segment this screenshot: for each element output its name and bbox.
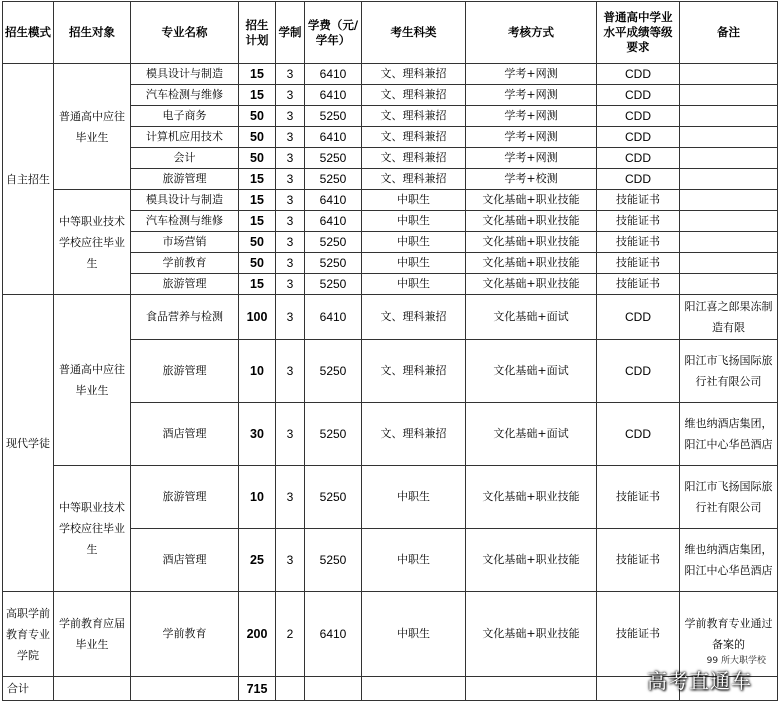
requirement-cell: 技能证书: [597, 274, 680, 295]
major-cell: 酒店管理: [131, 529, 239, 592]
note-cell: 维也纳酒店集团，阳江中心华邑酒店: [680, 529, 778, 592]
subject-cell: 文、理科兼招: [362, 403, 466, 466]
header-note: 备注: [680, 2, 778, 64]
years-cell: 3: [276, 211, 305, 232]
header-target: 招生对象: [54, 2, 131, 64]
major-cell: 模具设计与制造: [131, 64, 239, 85]
note-cell: [680, 274, 778, 295]
subject-cell: 文、理科兼招: [362, 340, 466, 403]
fee-cell: 6410: [305, 295, 362, 340]
subject-cell: 中职生: [362, 232, 466, 253]
enrollment-table: [2, 1, 778, 701]
method-cell: 文化基础+面试: [466, 295, 597, 340]
watermark-text: 高考直通车: [647, 669, 752, 693]
method-cell: 学考+网测: [466, 64, 597, 85]
subject-cell: 文、理科兼招: [362, 85, 466, 106]
note-cell: 维也纳酒店集团，阳江中心华邑酒店: [680, 403, 778, 466]
requirement-cell: CDD: [597, 64, 680, 85]
requirement-cell: CDD: [597, 340, 680, 403]
method-cell: 文化基础+职业技能: [466, 232, 597, 253]
subject-cell: 中职生: [362, 190, 466, 211]
target-cell: 中等职业技术学校应往毕业生: [54, 190, 131, 295]
plan-cell: 10: [239, 340, 276, 403]
total-plan: 715: [239, 677, 276, 701]
watermark-small: 99 所大职学校: [706, 656, 766, 666]
method-cell: 文化基础+职业技能: [466, 190, 597, 211]
mode-cell: 自主招生: [3, 64, 54, 295]
major-cell: 旅游管理: [131, 340, 239, 403]
years-cell: 3: [276, 340, 305, 403]
subject-cell: 文、理科兼招: [362, 64, 466, 85]
plan-cell: 15: [239, 85, 276, 106]
years-cell: 3: [276, 466, 305, 529]
fee-cell: 5250: [305, 169, 362, 190]
major-cell: 旅游管理: [131, 466, 239, 529]
target-cell: 学前教育应届毕业生: [54, 592, 131, 677]
fee-cell: 5250: [305, 106, 362, 127]
requirement-cell: CDD: [597, 127, 680, 148]
years-cell: 3: [276, 106, 305, 127]
major-cell: 计算机应用技术: [131, 127, 239, 148]
fee-cell: 5250: [305, 148, 362, 169]
requirement-cell: 技能证书: [597, 592, 680, 677]
years-cell: 3: [276, 295, 305, 340]
plan-cell: 30: [239, 403, 276, 466]
note-cell: [680, 85, 778, 106]
major-cell: 电子商务: [131, 106, 239, 127]
note-cell: 阳江市飞扬国际旅行社有限公司: [680, 466, 778, 529]
method-cell: 学考+网测: [466, 85, 597, 106]
header-subject: 考生科类: [362, 2, 466, 64]
major-cell: 学前教育: [131, 253, 239, 274]
plan-cell: 15: [239, 64, 276, 85]
note-cell: [680, 253, 778, 274]
major-cell: 市场营销: [131, 232, 239, 253]
years-cell: 3: [276, 232, 305, 253]
plan-cell: 50: [239, 232, 276, 253]
fee-cell: 5250: [305, 232, 362, 253]
years-cell: 3: [276, 85, 305, 106]
header-requirement: 普通高中学业水平成绩等级要求: [597, 2, 680, 64]
plan-cell: 25: [239, 529, 276, 592]
years-cell: 3: [276, 403, 305, 466]
subject-cell: 文、理科兼招: [362, 148, 466, 169]
plan-cell: 50: [239, 106, 276, 127]
major-cell: 旅游管理: [131, 169, 239, 190]
method-cell: 文化基础+职业技能: [466, 211, 597, 232]
note-cell: 阳江市飞扬国际旅行社有限公司: [680, 340, 778, 403]
target-cell: 普通高中应往毕业生: [54, 64, 131, 190]
header-row: [3, 2, 778, 64]
note-cell: [680, 64, 778, 85]
total-label: 合计: [3, 677, 54, 701]
method-cell: 文化基础+职业技能: [466, 274, 597, 295]
major-cell: 酒店管理: [131, 403, 239, 466]
fee-cell: 5250: [305, 253, 362, 274]
years-cell: 3: [276, 529, 305, 592]
major-cell: 学前教育: [131, 592, 239, 677]
header-fee: 学费（元/学年）: [305, 2, 362, 64]
method-cell: 文化基础+面试: [466, 403, 597, 466]
fee-cell: 6410: [305, 211, 362, 232]
target-cell: 普通高中应往毕业生: [54, 295, 131, 466]
years-cell: 3: [276, 274, 305, 295]
header-major: 专业名称: [131, 2, 239, 64]
note-cell: [680, 232, 778, 253]
requirement-cell: 技能证书: [597, 190, 680, 211]
mode-cell: 高职学前教育专业学院: [3, 592, 54, 677]
requirement-cell: CDD: [597, 295, 680, 340]
subject-cell: 文、理科兼招: [362, 127, 466, 148]
years-cell: 3: [276, 253, 305, 274]
major-cell: 食品营养与检测: [131, 295, 239, 340]
subject-cell: 中职生: [362, 529, 466, 592]
years-cell: 3: [276, 169, 305, 190]
requirement-cell: 技能证书: [597, 211, 680, 232]
table-row: [3, 64, 778, 85]
empty-cell: [305, 677, 362, 701]
empty-cell: [276, 677, 305, 701]
note-cell: [680, 148, 778, 169]
method-cell: 学考+网测: [466, 127, 597, 148]
subject-cell: 中职生: [362, 211, 466, 232]
requirement-cell: CDD: [597, 169, 680, 190]
subject-cell: 中职生: [362, 592, 466, 677]
note-cell: [680, 190, 778, 211]
major-cell: 旅游管理: [131, 274, 239, 295]
target-cell: 中等职业技术学校应往毕业生: [54, 466, 131, 592]
empty-cell: [362, 677, 466, 701]
note-cell: 阳江喜之郎果冻制造有限: [680, 295, 778, 340]
fee-cell: 5250: [305, 403, 362, 466]
method-cell: 文化基础+面试: [466, 340, 597, 403]
header-mode: 招生模式: [3, 2, 54, 64]
fee-cell: 6410: [305, 190, 362, 211]
method-cell: 文化基础+职业技能: [466, 253, 597, 274]
table-row: [3, 466, 778, 529]
major-cell: 汽车检测与维修: [131, 211, 239, 232]
requirement-cell: 技能证书: [597, 529, 680, 592]
method-cell: 文化基础+职业技能: [466, 529, 597, 592]
plan-cell: 10: [239, 466, 276, 529]
method-cell: 学考+网测: [466, 148, 597, 169]
method-cell: 学考+网测: [466, 106, 597, 127]
plan-cell: 50: [239, 127, 276, 148]
plan-cell: 100: [239, 295, 276, 340]
header-plan: 招生计划: [239, 2, 276, 64]
requirement-cell: 技能证书: [597, 253, 680, 274]
note-cell: [680, 169, 778, 190]
requirement-cell: CDD: [597, 403, 680, 466]
years-cell: 3: [276, 148, 305, 169]
subject-cell: 中职生: [362, 466, 466, 529]
requirement-cell: CDD: [597, 85, 680, 106]
empty-cell: [466, 677, 597, 701]
note-cell: [680, 106, 778, 127]
subject-cell: 中职生: [362, 253, 466, 274]
subject-cell: 文、理科兼招: [362, 106, 466, 127]
mode-cell: 现代学徒: [3, 295, 54, 592]
plan-cell: 50: [239, 253, 276, 274]
plan-cell: 15: [239, 274, 276, 295]
requirement-cell: CDD: [597, 106, 680, 127]
years-cell: 3: [276, 64, 305, 85]
method-cell: 文化基础+职业技能: [466, 592, 597, 677]
years-cell: 3: [276, 127, 305, 148]
plan-cell: 15: [239, 169, 276, 190]
fee-cell: 6410: [305, 85, 362, 106]
subject-cell: 文、理科兼招: [362, 169, 466, 190]
major-cell: 模具设计与制造: [131, 190, 239, 211]
header-method: 考核方式: [466, 2, 597, 64]
requirement-cell: CDD: [597, 148, 680, 169]
fee-cell: 5250: [305, 274, 362, 295]
requirement-cell: 技能证书: [597, 466, 680, 529]
note-cell: 学前教育专业通过备案的: [680, 592, 778, 677]
fee-cell: 6410: [305, 592, 362, 677]
plan-cell: 15: [239, 211, 276, 232]
table-row: [3, 295, 778, 340]
empty-cell: [54, 677, 131, 701]
plan-cell: 50: [239, 148, 276, 169]
years-cell: 2: [276, 592, 305, 677]
method-cell: 学考+校测: [466, 169, 597, 190]
fee-cell: 5250: [305, 340, 362, 403]
fee-cell: 6410: [305, 64, 362, 85]
years-cell: 3: [276, 190, 305, 211]
method-cell: 文化基础+职业技能: [466, 466, 597, 529]
plan-cell: 15: [239, 190, 276, 211]
fee-cell: 6410: [305, 127, 362, 148]
fee-cell: 5250: [305, 466, 362, 529]
table-row: [3, 190, 778, 211]
requirement-cell: 技能证书: [597, 232, 680, 253]
subject-cell: 中职生: [362, 274, 466, 295]
plan-cell: 200: [239, 592, 276, 677]
note-cell: [680, 127, 778, 148]
note-cell: [680, 211, 778, 232]
table-row: [3, 592, 778, 677]
subject-cell: 文、理科兼招: [362, 295, 466, 340]
header-years: 学制: [276, 2, 305, 64]
major-cell: 汽车检测与维修: [131, 85, 239, 106]
major-cell: 会计: [131, 148, 239, 169]
fee-cell: 5250: [305, 529, 362, 592]
empty-cell: [131, 677, 239, 701]
